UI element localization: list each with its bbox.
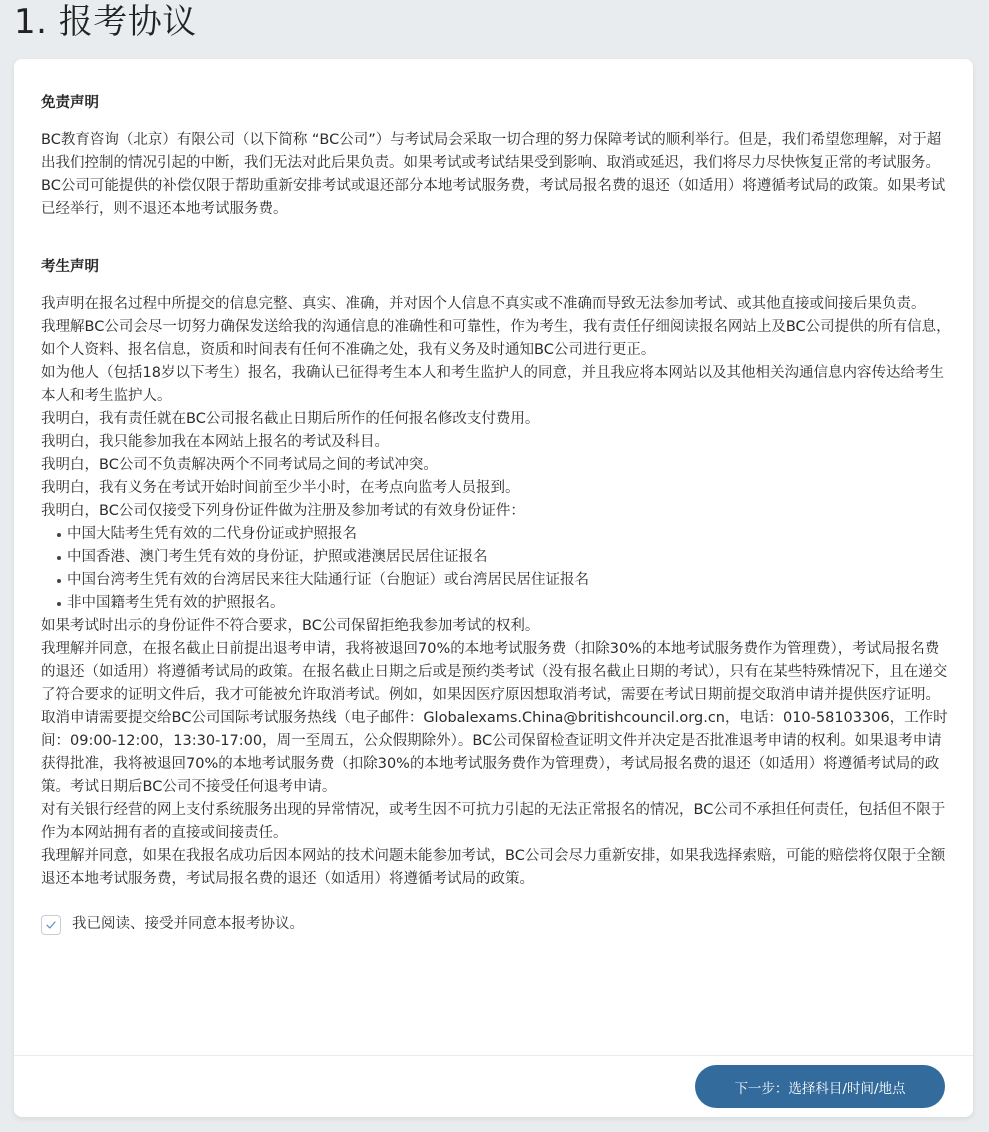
disclaimer-title: 免责声明 [41, 95, 99, 111]
footer-divider [14, 1055, 973, 1056]
id-document-item: 中国台湾考生凭有效的台湾居民来往大陆通行证（台胞证）或台湾居民居住证报名 [55, 569, 951, 592]
agreement-content [41, 91, 951, 936]
statement-paragraph: 我明白，我有义务在考试开始时间前至少半小时，在考点向监考人员报到。 [41, 480, 520, 496]
agreement-checkbox[interactable] [41, 915, 61, 935]
statement-paragraph: 我明白，我只能参加我在本网站上报名的考试及科目。 [41, 434, 389, 450]
statement-paragraph: 我明白，BC公司仅接受下列身份证件做为注册及参加考试的有效身份证件： [41, 503, 525, 519]
statement-paragraph: 我理解并同意，如果在我报名成功后因本网站的技术问题未能参加考试，BC公司会尽力重新安排，如果我选择索赔，可能的赔偿将仅限于全额退还本地考试服务费，考试局报名费的退还（如适用）将遵循考试局的政策。 [41, 848, 946, 887]
id-documents-list [41, 523, 951, 615]
id-document-item: 中国大陆考生凭有效的二代身份证或护照报名 [55, 523, 951, 546]
next-step-button[interactable]: 下一步：选择科目/时间/地点 [695, 1065, 945, 1108]
agreement-card [14, 59, 973, 1117]
page-title: 1. 报考协议 [14, 2, 197, 42]
statement-paragraph: 我声明在报名过程中所提交的信息完整、真实、准确，并对因个人信息不真实或不准确而导致无法参加考试、或其他直接或间接后果负责。 [41, 296, 926, 312]
candidate-statement-title: 考生声明 [41, 259, 99, 275]
statement-paragraph: 我明白，我有责任就在BC公司报名截止日期后所作的任何报名修改支付费用。 [41, 411, 540, 427]
check-icon [45, 919, 57, 931]
statement-paragraph: 我明白，BC公司不负责解决两个不同考试局之间的考试冲突。 [41, 457, 438, 473]
refund-policy-paragraph: 我理解并同意，在报名截止日前提出退考申请，我将被退回70%的本地考试服务费（扣除30%的本地考试服务费作为管理费），考试局报名费的退还（如适用）将遵循考试局的政策。在报名截止日期之后或是预约类考试（没有报名截止日期的考试），只有在某些特殊情况下，且在递交了符合要求的证明文件后，我才可能被允许取消考试。例如，如果因医疗原因想取消考试，需要在考试日期前提交取消申请并提供医疗证明。取消申请需要提交给BC公司国际考试服务热线（电子邮件：Globalexams.China@britishcouncil.org.cn，电话：010-58103306，工作时间：09:00-12:00，13:30-17:00，周一至周五，公众假期除外）。BC公司保留检查证明文件并决定是否批准退考申请的权利。如果退考申请获得批准，我将被退回70%的本地考试服务费（扣除30%的本地考试服务费作为管理费），考试局报名费的退还（如适用）将遵循考试局的政策。考试日期后BC公司不接受任何退考申请。 [41, 641, 948, 795]
agreement-checkbox-row[interactable] [41, 913, 951, 936]
statement-paragraph: 如果考试时出示的身份证件不符合要求，BC公司保留拒绝我参加考试的权利。 [41, 618, 540, 634]
statement-paragraph: 对有关银行经营的网上支付系统服务出现的异常情况，或考生因不可抗力引起的无法正常报名的情况，BC公司不承担任何责任，包括但不限于作为本网站拥有者的直接或间接责任。 [41, 802, 946, 841]
statement-paragraph: 我理解BC公司会尽一切努力确保发送给我的沟通信息的准确性和可靠性，作为考生，我有责任仔细阅读报名网站上及BC公司提供的所有信息，如个人资料、报名信息，资质和时间表有任何不准确之处，我有义务及时通知BC公司进行更正。 [41, 319, 951, 358]
disclaimer-body: BC教育咨询（北京）有限公司（以下简称 “BC公司”）与考试局会采取一切合理的努力保障考试的顺利举行。但是，我们希望您理解，对于超出我们控制的情况引起的中断，我们无法对此后果负责。如果考试或考试结果受到影响、取消或延迟，我们将尽力尽快恢复正常的考试服务。BC公司可能提供的补偿仅限于帮助重新安排考试或退还部分本地考试服务费，考试局报名费的退还（如适用）将遵循考试局的政策。如果考试已经举行，则不退还本地考试服务费。 [41, 132, 946, 217]
id-document-item: 中国香港、澳门考生凭有效的身份证，护照或港澳居民居住证报名 [55, 546, 951, 569]
statement-paragraph: 如为他人（包括18岁以下考生）报名，我确认已征得考生本人和考生监护人的同意，并且我应将本网站以及其他相关沟通信息内容传达给考生本人和考生监护人。 [41, 365, 944, 404]
agreement-label[interactable]: 我已阅读、接受并同意本报考协议。 [72, 916, 304, 932]
id-document-item: 非中国籍考生凭有效的护照报名。 [55, 592, 951, 615]
